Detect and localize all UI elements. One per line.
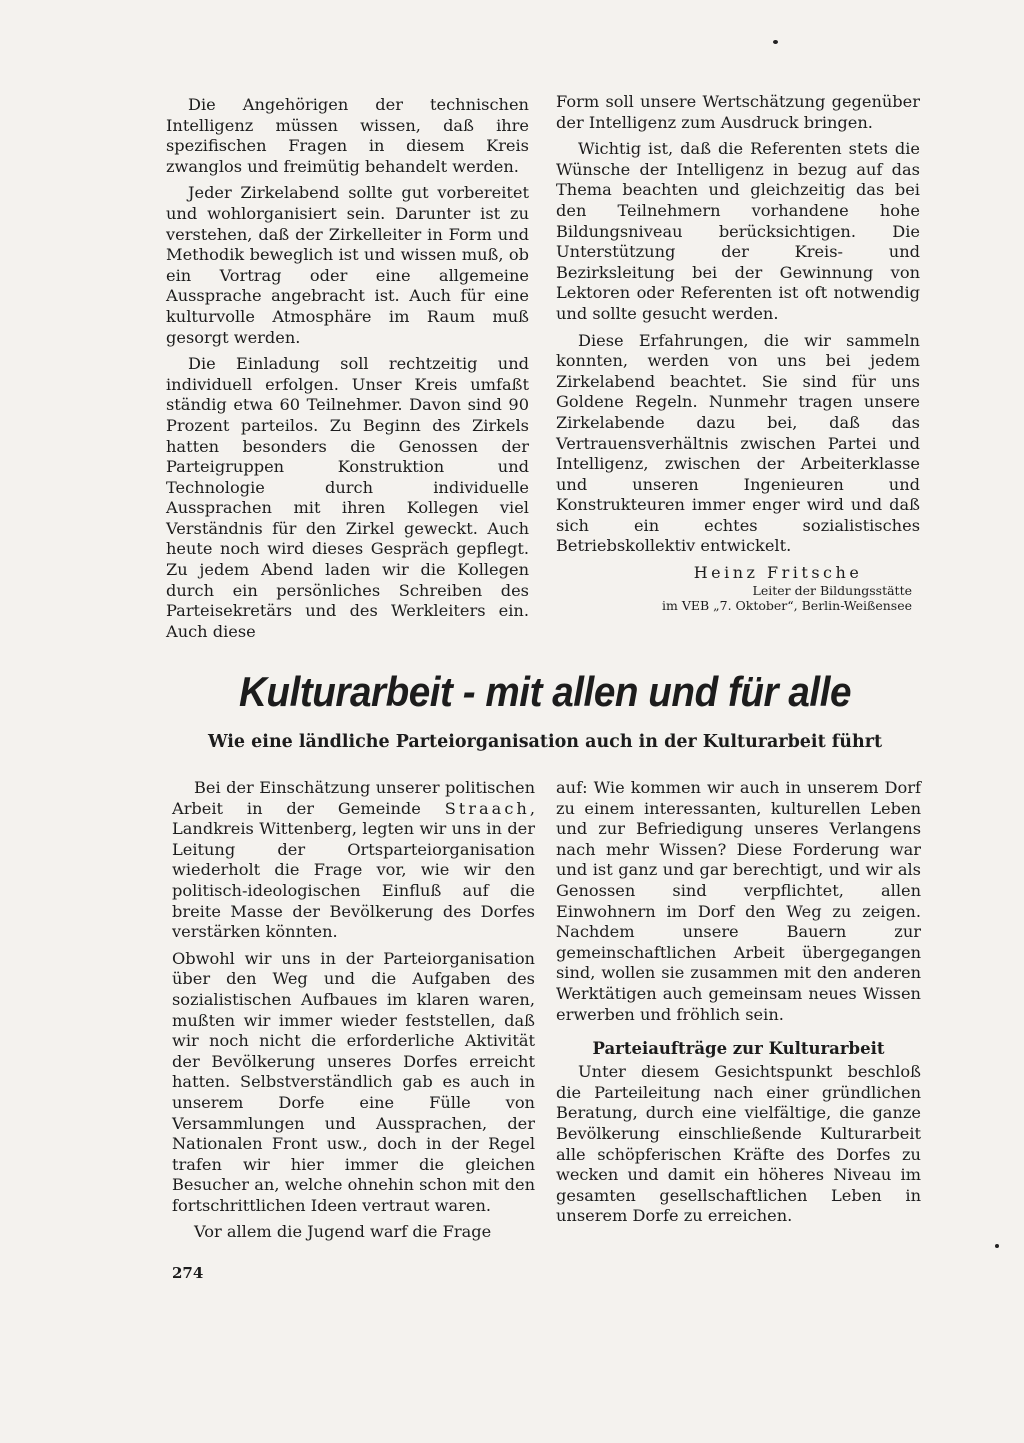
text-run: Bei der Einschätzung unserer politischen Arbeit in der Gemeinde [172, 778, 535, 818]
section-title: Parteiaufträge zur Kulturarbeit [592, 1039, 885, 1059]
paragraph: Vor allem die Jugend warf die Frage [194, 1222, 492, 1242]
paragraph: Die Einladung soll rechtzeitig und individuell erfolgen. Unser Kreis umfaßt ständig etwa 60 Teilnehmer. Davon sind 90 Prozent parteilos. Zu Beginn des Zirkels hatten besonders die Genossen der Parteigruppen Konstruktion und Technologie durch individuelle Aussprachen mit ihren Kollegen viel Verständnis für den Zirkel geweckt. Auch heute noch wird dieses Gespräch gepflegt. Zu jedem Abend laden wir die Kollegen durch ein persönliches Schreiben des Parteisekretärs und des Werkleiters ein. Auch diese [166, 354, 529, 641]
text-run: , Landkreis Wittenberg, legten wir uns in der Leitung der Ortsparteiorganisation wiederholt die Frage vor, wie wir den politisch-ideologischen Einfluß auf die breite Masse der Bevölkerung des Dorfes verstärken könnten. [172, 798, 535, 942]
paragraph: Form soll unsere Wertschätzung gegenüber der Intelligenz zum Ausdruck bringen. [556, 92, 920, 132]
paragraph: auf: Wie kommen wir auch in unserem Dorf zu einem interessanten, kulturellen Leben und zur Befriedigung unseres Verlangens nach mehr Wissen? Diese Forderung war und ist ganz und gar berechtigt, und wir als Genossen sind verpflichtet, allen Einwohnern im Dorf den Weg zu zeigen. Nachdem unsere Bauern zur gemeinschaftlichen Arbeit übergegangen sind, wollen sie zusammen mit den anderen Werktätigen auch gemeinsam neues Wissen erwerben und fröhlich sein. [556, 778, 921, 1024]
page-number: 274 [172, 1264, 204, 1282]
author-name: Heinz Fritsche [693, 563, 863, 583]
article-subheadline: Wie eine ländliche Parteiorganisation auch in der Kulturarbeit führt [207, 732, 883, 752]
place-name: Straach [444, 798, 530, 818]
author-signature [556, 563, 920, 613]
top-right-column [556, 92, 920, 613]
print-speck [773, 40, 778, 44]
paragraph: Wichtig ist, daß die Referenten stets die Wünsche der Intelligenz in bezug auf das Thema beachten und gleichzeitig das bei den Teilnehmern vorhandene hohe Bildungsniveau berücksichtigen. Die Unterstützung der Kreis- und Bezirksleitung bei der Gewinnung von Lektoren oder Referenten ist oft notwendig und sollte gesucht werden. [556, 139, 920, 323]
paragraph [172, 778, 535, 943]
print-speck [995, 1244, 999, 1248]
paragraph: Diese Erfahrungen, die wir sammeln konnten, werden von uns bei jedem Zirkelabend beachtet. Sie sind für uns Goldene Regeln. Nunmehr tragen unsere Zirkelabende dazu bei, daß das Vertrauensverhältnis zwischen Partei und Intelligenz, zwischen der Arbeiterklasse und unseren Ingenieuren und Konstrukteuren immer enger wird und daß sich ein echtes sozialistisches Betriebskollektiv entwickelt. [556, 330, 920, 556]
author-affiliation: im VEB „7. Oktober“, Berlin-Weißensee [662, 598, 912, 614]
bottom-right-column [556, 778, 921, 1233]
paragraph: Unter diesem Gesichtspunkt beschloß die Parteileitung nach einer gründlichen Beratung, durch eine vielfältige, die ganze Bevölkerung einschließende Kulturarbeit alle schöpferischen Kräfte des Dorfes zu wecken und damit ein höheres Niveau im gesamten gesellschaftlichen Leben in unserem Dorfe zu erreichen. [556, 1062, 921, 1226]
author-role: Leiter der Bildungsstätte [752, 583, 912, 599]
paragraph: Obwohl wir uns in der Parteiorganisation über den Weg und die Aufgaben des sozialistischen Aufbaues im klaren waren, mußten wir immer wieder feststellen, daß wir noch nicht die erforderliche Aktivität der Bevölkerung unseres Dorfes erreicht hatten. Selbstverständlich gab es auch in unserem Dorfe eine Fülle von Versammlungen und Aussprachen, der Nationalen Front usw., doch in der Regel trafen wir hier immer die gleichen Besucher an, welche ohnehin schon mit den fortschrittlichen Ideen vertraut waren. [172, 948, 535, 1215]
article-headline: Kulturarbeit - mit allen und für alle [238, 668, 852, 715]
paragraph: Die Angehörigen der technischen Intelligenz müssen wissen, daß ihre spezifischen Fragen in diesem Kreis zwanglos und freimütig behandelt werden. [166, 95, 529, 176]
bottom-left-column [172, 778, 535, 1249]
paragraph: Jeder Zirkelabend sollte gut vorbereitet und wohlorganisiert sein. Darunter ist zu verstehen, daß der Zirkelleiter in Form und Methodik beweglich ist und wissen muß, ob ein Vortrag oder eine allgemeine Aussprache angebracht ist. Auch für eine kulturvolle Atmosphäre im Raum muß gesorgt werden. [166, 183, 529, 347]
top-left-column [166, 95, 529, 648]
